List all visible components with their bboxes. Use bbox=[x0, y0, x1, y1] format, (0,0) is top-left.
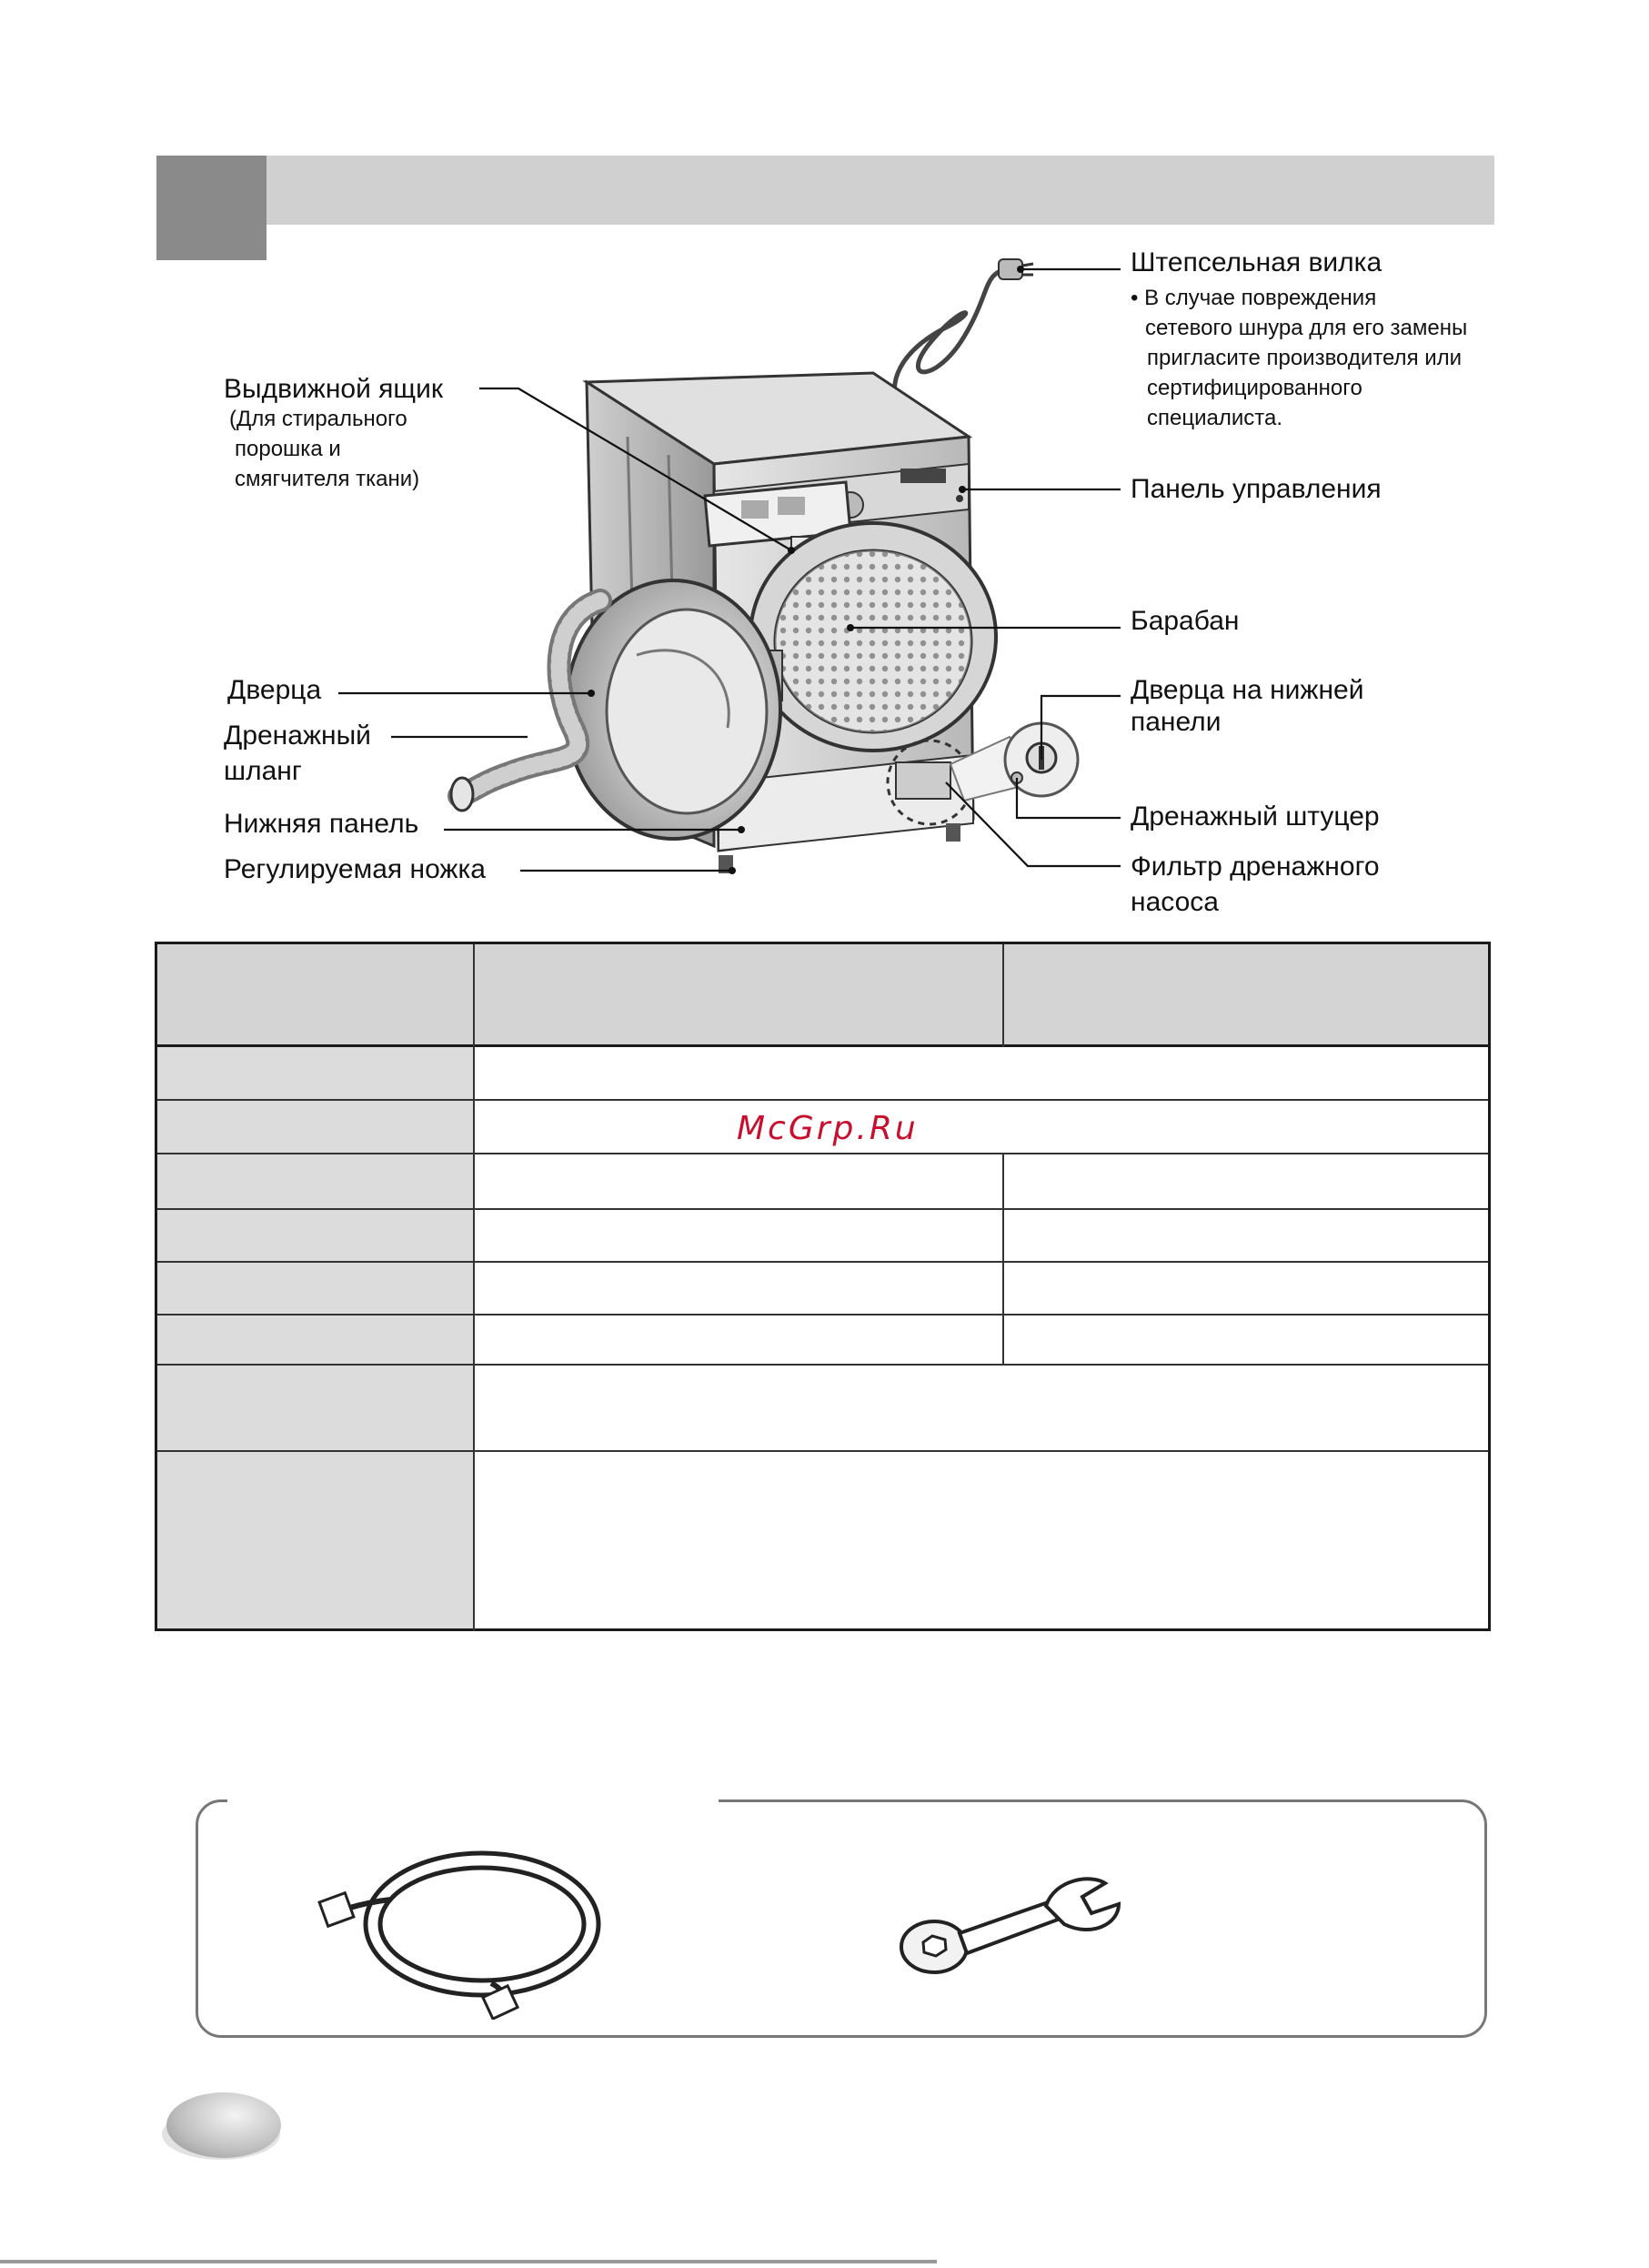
lower-panel-label: Нижняя панель bbox=[224, 809, 419, 839]
spec-col-divider bbox=[473, 944, 475, 1631]
spec-table bbox=[155, 942, 1491, 1631]
door-label: Дверца bbox=[227, 675, 322, 705]
footer-line bbox=[0, 2260, 937, 2263]
plug-label-group bbox=[1131, 247, 1467, 433]
drawer-note-line-3: смягчителя ткани) bbox=[235, 466, 420, 491]
lower-door-label-line-1: Дверца на нижней bbox=[1131, 675, 1364, 705]
drum bbox=[750, 523, 996, 751]
spec-row bbox=[157, 1210, 1488, 1263]
door bbox=[566, 580, 780, 839]
lower-door-label-line-2: панели bbox=[1131, 706, 1222, 737]
inlet-hose-icon bbox=[309, 1838, 618, 2020]
drum-label: Барабан bbox=[1131, 606, 1240, 636]
page-number-badge bbox=[166, 2092, 281, 2158]
plug-note-line-2: сетевого шнура для его замены bbox=[1145, 315, 1468, 340]
drawer-note-line-2: порошка и bbox=[235, 436, 341, 461]
spec-header-row bbox=[157, 944, 1488, 1047]
spec-row bbox=[157, 1047, 1488, 1101]
spec-row bbox=[157, 1263, 1488, 1315]
plug-label: Штепсельная вилка bbox=[1131, 247, 1383, 277]
spec-col-divider bbox=[1002, 944, 1004, 1047]
watermark: McGrp.Ru bbox=[737, 1110, 919, 1147]
drain-hose-label-line-2: шланг bbox=[224, 755, 302, 786]
plug-note-line-4: сертифицированного bbox=[1147, 375, 1362, 400]
drain-hose-label-line-1: Дренажный bbox=[224, 721, 371, 751]
control-panel-label: Панель управления bbox=[1131, 474, 1382, 504]
drawer-note-line-1: (Для стирального bbox=[229, 406, 407, 431]
accessories-title-gap bbox=[227, 1792, 719, 1805]
plug-note-line-1: • В случае повреждения bbox=[1131, 285, 1377, 310]
adjustable-foot-label: Регулируемая ножка bbox=[224, 854, 486, 884]
spec-row bbox=[157, 1154, 1488, 1210]
pump-filter-label-line-2: насоса bbox=[1131, 886, 1219, 917]
pump-filter-label-group bbox=[1131, 852, 1380, 918]
spec-col-divider bbox=[1002, 1154, 1004, 1366]
drain-hose-label-group bbox=[224, 721, 371, 787]
lower-door-label-group bbox=[1131, 675, 1363, 738]
wrench-icon bbox=[896, 1870, 1141, 1988]
spec-row bbox=[157, 1366, 1488, 1452]
spec-row bbox=[157, 1315, 1488, 1366]
pump-filter-label-line-1: Фильтр дренажного bbox=[1131, 852, 1380, 882]
drain-nipple-label: Дренажный штуцер bbox=[1131, 801, 1380, 832]
plug-note-line-5: специалиста. bbox=[1147, 405, 1282, 430]
plug-note-line-3: пригласите производителя или bbox=[1147, 345, 1463, 370]
drawer-label: Выдвижной ящик bbox=[224, 374, 443, 404]
drawer-label-group bbox=[224, 374, 443, 494]
